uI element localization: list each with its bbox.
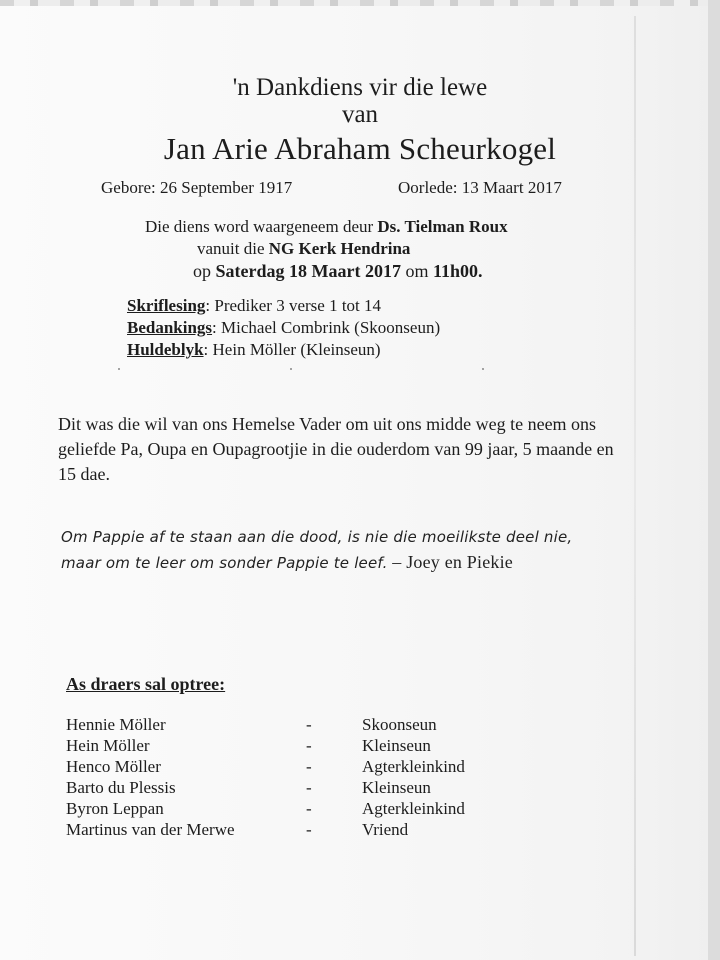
bearer-dash: - [306, 736, 312, 755]
bearer-relation: Skoonseun [362, 715, 437, 734]
service-prefix-3: op [193, 261, 216, 281]
bearer-dash: - [306, 757, 312, 776]
death-date: Oorlede: 13 Maart 2017 [398, 178, 562, 197]
quote-signature: – Joey en Piekie [387, 552, 513, 572]
bearers-list [66, 714, 546, 840]
bearer-dash: - [306, 715, 312, 734]
program-value: : Prediker 3 verse 1 tot 14 [205, 296, 382, 315]
bearer-relation: Vriend [362, 820, 409, 839]
program-value: : Hein Möller (Kleinseun) [203, 340, 381, 359]
bearer-row [66, 756, 546, 777]
minister-name: Ds. Tielman Roux [377, 217, 508, 236]
program-item-tribute [127, 340, 381, 360]
program-item-scripture [127, 296, 381, 316]
print-speck [290, 368, 292, 370]
quote-line-1: Om Pappie af te staan aan die dood, is nie die moeilikste deel nie, [61, 528, 573, 546]
program-item-thanks [127, 318, 440, 338]
service-prefix-2: vanuit die [197, 239, 269, 258]
bearer-name: Henco Möller [66, 757, 161, 776]
bearer-row [66, 798, 546, 819]
bearer-dash: - [306, 799, 312, 818]
quote-line-2 [61, 552, 513, 573]
service-time: 11h00. [432, 261, 483, 281]
church-name: NG Kerk Hendrina [268, 239, 411, 258]
bearer-dash: - [306, 820, 312, 839]
service-line-1 [145, 217, 508, 237]
bearer-relation: Agterkleinkind [362, 799, 465, 818]
bearer-name: Hein Möller [66, 736, 150, 755]
program-label: Skriflesing [127, 296, 206, 315]
birth-date: Gebore: 26 September 1917 [101, 178, 293, 197]
bearer-row [66, 819, 546, 840]
title-line-2: van [341, 101, 379, 128]
bearer-dash: - [306, 778, 312, 797]
program-value: : Michael Combrink (Skoonseun) [212, 318, 441, 337]
title-line-1: 'n Dankdiens vir die lewe [232, 74, 488, 101]
bearer-row [66, 777, 546, 798]
bearer-name: Hennie Möller [66, 715, 166, 734]
service-line-3 [193, 261, 483, 282]
service-day: Saterdag 18 Maart 2017 [215, 261, 401, 281]
bearer-relation: Agterkleinkind [362, 757, 465, 776]
service-line-2 [197, 239, 410, 259]
quote-line-2-text: maar om te leer om sonder Pappie te leef. [61, 554, 388, 572]
bearer-row [66, 714, 546, 735]
bearer-relation: Kleinseun [362, 778, 431, 797]
service-mid: om [400, 261, 433, 281]
print-speck [482, 368, 484, 370]
bearers-heading: As draers sal optree: [66, 674, 226, 694]
bearer-relation: Kleinseun [362, 736, 431, 755]
program-label: Huldeblyk [127, 340, 204, 359]
program-label: Bedankings [127, 318, 213, 337]
service-prefix-1: Die diens word waargeneem deur [145, 217, 378, 236]
deceased-name: Jan Arie Abraham Scheurkogel [163, 131, 557, 166]
bearer-name: Byron Leppan [66, 799, 164, 818]
announcement-paragraph: Dit was die wil van ons Hemelse Vader om uit ons midde weg te neem ons geliefde Pa, Oupa en Oupagrootjie in die ouderdom van 99 jaar, 5 maande en 15 dae. [58, 414, 614, 484]
bearer-name: Martinus van der Merwe [66, 820, 235, 839]
bearer-row [66, 735, 546, 756]
bearer-name: Barto du Plessis [66, 778, 176, 797]
print-speck [118, 368, 120, 370]
